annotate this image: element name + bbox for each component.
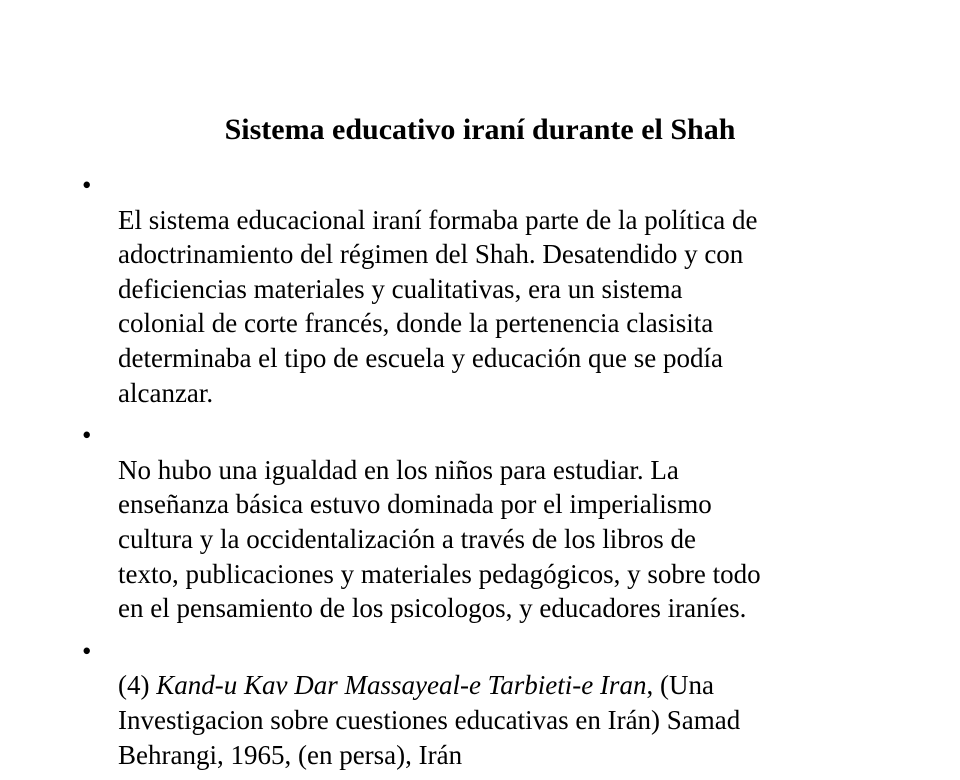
bullet-item-2: [0, 418, 918, 626]
bullet-list: [0, 168, 960, 780]
reference-title-italic: Kand-u Kav Dar Massayeal-e Tarbieti-e Iran: [156, 670, 647, 701]
bullet-text: No hubo una igualdad en los niños para estudiar. La enseñanza básica estuvo dominada por el imperialismo cultura y la occidentalización a través de los libros de texto, publicaciones y materiales pedagógicos, y sobre todo en el pensamiento de los psicologos, y educadores iraníes.: [118, 454, 761, 624]
bullet-item-1: [0, 168, 918, 410]
bullet-marker: •: [82, 170, 92, 200]
slide-title: Sistema educativo iraní durante el Shah: [224, 113, 736, 146]
bullet-item-3: [0, 634, 918, 772]
reference-details: , (Una Investigacion sobre cuestiones educativas en Irán) Samad Behrangi, 1965, (en persa), Irán: [118, 670, 741, 770]
reference-number: (4): [118, 670, 157, 701]
bullet-text: El sistema educacional iraní formaba parte de la política de adoctrinamiento del régimen del Shah. Desatendido y con deficiencias materiales y cualitativas, era un sistema colonial de corte francés, donde la pertenencia clasisita determinaba el tipo de escuela y educación que se podía alcanzar.: [118, 204, 758, 408]
bullet-marker: •: [82, 420, 92, 451]
bullet-marker: •: [82, 635, 92, 666]
